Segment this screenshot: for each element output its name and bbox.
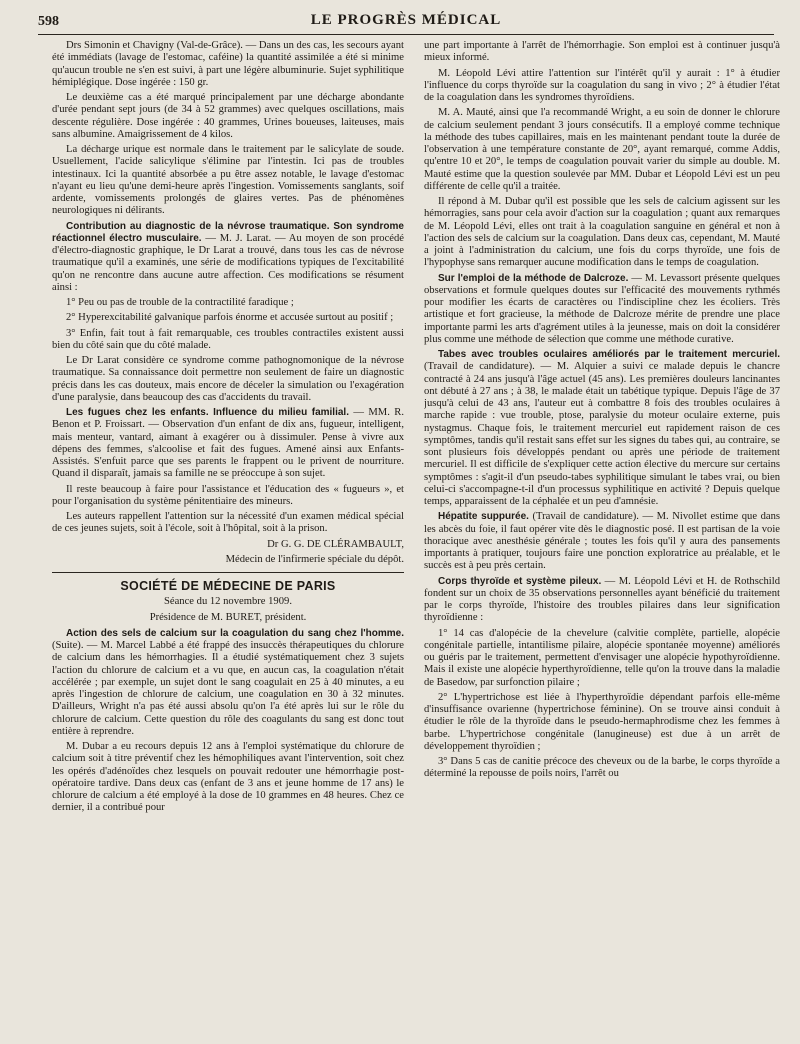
article-title: Contribution au diagnostic de la névrose traumatique. Son syndrome réactionnel électro musculaire. <box>52 220 404 244</box>
article-title: Hépatite suppurée. <box>438 511 529 523</box>
paragraph: Drs Simonin et Chavigny (Val-de-Grâce). — Dans un des cas, les secours ayant été immédiats (lavage de l'estomac, caféine) la quantité assimilée a été si minime qu'aucun trouble ne s'en est suivi, à part une légère albuminurie. Sujet syphilitique hémiplégique. Dose ingérée : 150 gr. <box>52 40 404 88</box>
page-header <box>38 10 774 35</box>
paragraph: Il reste beaucoup à faire pour l'assistance et l'éducation des « fugueurs », et pour l'organisation du système pénitentiaire des mineurs. <box>52 483 404 507</box>
list-item: 3° Enfin, fait tout à fait remarquable, ces troubles contractiles existent aussi bien du côté sain que du côté malade. <box>52 327 404 351</box>
article-thyroide: Corps thyroïde et système pileux. — M. Léopold Lévi et H. de Rothschild fondent sur un choix de 35 observations personnelles ayant bénéficié du traitement par le corps thyroïde, l'histoire des troubles pilaires dans leur signification thyroïdienne : <box>424 575 780 624</box>
section-title: SOCIÉTÉ DE MÉDECINE DE PARIS <box>120 579 336 593</box>
paragraph: M. Léopold Lévi attire l'attention sur l'intérêt qu'il y aurait : 1° à étudier l'influence du corps thyroïde sur la coagulation du sang in vivo ; 2° à étudier l'état de la coagulation dans les syndromes thyroïdiens. <box>424 67 780 103</box>
list-item: 2° Hyperexcitabilité galvanique parfois énorme et accusée surtout au positif ; <box>66 312 394 324</box>
article-title: Les fugues chez les enfants. Influence du milieu familial. <box>66 407 349 418</box>
session-date: Séance du 12 novembre 1909. <box>164 596 292 608</box>
presidency: Présidence de M. BURET, président. <box>149 611 307 623</box>
paragraph: Les auteurs rappellent l'attention sur la nécessité d'un examen médical spécial de ces jeunes sujets, soit à l'école, soit à l'hôpital, soit à la prison. <box>52 511 404 535</box>
paragraph: M. A. Mauté, ainsi que l'a recommandé Wright, a eu soin de donner le chlorure de calcium seulement pendant 3 jours consécutifs. Il a employé comme technique la méthode des tubes capillaires, mais en les maintenant pendant toute la durée de l'observation à une température constante de 20°, ayant remarqué, comme Addis, qu'entre 10 et 20°, le temps de coagulation pouvait varier du simple au double. M. Mauté estime que la question soulevée par MM. Dubar et Léopold Lévi est un peu différente de celle qu'il a traitée. <box>424 107 780 192</box>
article-larat: Contribution au diagnostic de la névrose traumatique. Son syndrome réactionnel électro musculaire. — M. J. Larat. — Au moyen de son procédé d'électro-diagnostic graphique, le Dr Larat a trouvé, dans tous les cas de névrose traumatique qu'il a examinés, une série de modifications typiques de l'excitabilité qu'on ne rencontre dans aucune autre affection. Ces modifications se résument ainsi : <box>52 220 404 293</box>
left-column <box>52 40 404 1038</box>
article-title: Corps thyroïde et système pileux. <box>438 575 602 587</box>
paragraph: Le deuxième cas a été marqué principalement par une décharge abondante d'urée pendant sept jours (de 34 à 52 grammes) avec quelques oscillations, mais descente régulière. Dose ingérée : 40 grammes, Urines boueuses, laiteuses, mais sans albumine. Amaigrissement de 4 kilos. <box>52 92 404 140</box>
paragraph: Le Dr Larat considère ce syndrome comme pathognomonique de la névrose traumatique. Sa connaissance doit permettre non seulement de faire un diagnostic précis dans les cas douteux, mais encore de déceler la simulation ou l'exagération d'une paralysie, dans beaucoup des cas d'accidents du travail. <box>52 355 404 403</box>
paragraph: une part importante à l'arrêt de l'hémorrhagie. Son emploi est à continuer jusqu'à mieux informé. <box>424 40 780 64</box>
divider <box>52 572 404 573</box>
list-item: 3° Dans 5 cas de canitie précoce des cheveux ou de la barbe, le corps thyroïde a déterminé la repousse de poils noirs, l'arrêt ou <box>424 756 780 780</box>
article-dalcroze: Sur l'emploi de la méthode de Dalcroze. — M. Levassort présente quelques observations et formule quelques doutes sur l'efficacité des mouvements rythmés pour modifier les écarts de caractères ou l'indiscipline chez les écoliers. Très artistique et fort gracieuse, la méthode de Dalcroze mérite de prendre une place importante parmi les arts d'agrément utiles à la jeunesse, mais on doit la considérer plus comme une méthode de sélection que comme une méthode curative. <box>424 272 780 345</box>
paragraph: Il répond à M. Dubar qu'il est possible que les sels de calcium agissent sur les hémorragies, sans pour cela avoir d'action sur la coagulation ; quant aux remarques de M. Léopold Lévi, elles ont trait à la coagulation sanguine en général et non à l'action des sels de calcium sur la coagulation. Dans deux cas, cependant, M. Mauté a joint à l'administration du calcium, une fois du corps thyroïde, une fois de l'hypophyse sans remarquer aucune modification dans le temps de coagulation. <box>424 196 780 269</box>
article-hepatite: Hépatite suppurée. (Travail de candidature). — M. Nivollet estime que dans les abcès du foie, il faut opérer vite dès le diagnostic posé. Il est partisan de la voie thoracique avec anesthésie générale ; toutes les fois qu'il y aura des pansements importants à pratiquer, toujours faire une ponction exploratrice au préalable, et le succès est à peu près certain. <box>424 511 780 572</box>
article-tabes: Tabes avec troubles oculaires améliorés par le traitement mercuriel. (Travail de candidature). — M. Alquier a suivi ce malade depuis le chancre contracté à 24 ans jusqu'à l'âge actuel (45 ans). Les premières douleurs lancinantes ont débuté à 27 ans ; à 38, le malade était un tabétique typique. Depuis l'âge de 37 jusqu'à celui de 43 ans, l'auteur eut à combattre 8 fois des troubles oculaires à marche rapide : vue trouble, ptose, paralysie du moteur oculaire externe, puis nystagmus. Chaque fois, le traitement mercuriel eut rapidement raison de ces symptômes, tandis qu'il restait sans effet sur les signes du tabes qui, au contraire, se sont plusieurs fois développés pendant ou après une période de traitement mercuriel. Il est difficile de s'expliquer cette action élective du mercure sur certains symptômes : s'agit-il d'un pseudo-tabes syphilitique simulant le tabes vrai, ou bien celui-ci s'accompagne-t-il d'un processus syphilitique en activité ? Depuis quelque temps, apparaissent de la céphalée et un peu d'amnésie. <box>424 349 780 507</box>
signature-role: Médecin de l'infirmerie spéciale du dépôt. <box>225 553 404 565</box>
journal-title: LE PROGRÈS MÉDICAL <box>310 12 502 28</box>
paragraph: La décharge urique est normale dans le traitement par le salicylate de soude. Usuellement, l'acide salicylique s'élimine par l'intestin. Ici pas de troubles intestinaux. Ici la quantité absorbée a pu être assez notable, le lavage d'estomac n'ayant eu lieu qu'une demi-heure après l'ingestion. Vomissements sanglants, soif ardente, vomissements prolongés de glaires vertes. Pas de phénomènes neurologiques ni délirants. <box>52 144 404 217</box>
paragraph: M. Dubar a eu recours depuis 12 ans à l'emploi systématique du chlorure de calcium soit à titre préventif chez les hémophiliques avant l'intervention, soit chez les opérés d'adénoïdes chez lesquels on pouvait redouter une hémorrhagie post-opératoire tardive. Dans deux cas (enfant de 3 ans et jeune homme de 17 ans) le chlorure de calcium a été employé à la dose de 10 grammes en 48 heures. Chez ce dernier, il a contribué pour <box>52 741 404 814</box>
article-title: Sur l'emploi de la méthode de Dalcroze. <box>438 272 629 284</box>
article-fugues: Les fugues chez les enfants. Influence du milieu familial. — MM. R. Benon et P. Froissart. — Observation d'un enfant de dix ans, fugueur, intelligent, mais menteur, vantard, aimant à exagérer ou à dissimuler. Pense à vivre aux dépens des femmes, s'alcoolise et fait des fugues. Amené ainsi aux Enfants-Assistés. S'enfuit parce que ses parents le frappent ou le privent de nourriture. Quand il disparaît, jamais sa famille ne se préoccupe à son sujet. <box>52 407 404 480</box>
list-item: 2° L'hypertrichose est liée à l'hyperthyroïdie dépendant parfois elle-même d'insuffisance ovarienne (hypertrichose féminine). On se trouve ainsi conduit à étudier le rôle de la thyroïde dans le pseudo-hermaphrodisme chez les femmes à barbe. L'hypertrichose congénitale (lanugineuse) est due à un arrêt de développement thyroïdien ; <box>424 691 780 752</box>
list-item: 1° Peu ou pas de trouble de la contractilité faradique ; <box>66 297 294 308</box>
signature: Dr G. G. DE CLÉRAMBAULT, <box>267 538 404 550</box>
right-column <box>424 40 780 1038</box>
article-title: Action des sels de calcium sur la coagulation du sang chez l'homme. <box>66 627 404 639</box>
article-calcium: Action des sels de calcium sur la coagulation du sang chez l'homme. (Suite). — M. Marcel Labbé a été frappé des insuccès thérapeutiques du chlorure de calcium dans les hémorrhagies. Il a étudié systématiquement chez 3 sujets l'action du chlorure de calcium et a vu que, en aucun cas, la coagulation n'était accélérée ; par exemple, un sujet dont le sang coagulait en 25 à 40 minutes, a eu après l'ingestion de chlorure de calcium, une coagulation en 30 à 32 minutes. D'ailleurs, Wright n'a pas été aussi absolu qu'on l'a été après lui sur le rôle du chlorure de calcium. Cette question du rôle des coagulants du sang est donc tout entière à reprendre. <box>52 627 404 737</box>
list-item: 1° 14 cas d'alopécie de la chevelure (calvitie complète, partielle, alopécie congénitale partielle, intantilisme pilaire, alopécie spontanée moyenne) améliorés ou guéris par le traitement, permettent d'envisager une alopécie hypothyroïdienne. Mais il existe une alopécie hyperthyroïdienne, telle qu'on la trouve dans la maladie de Basedow, par surfonction pilaire ; <box>424 627 780 688</box>
page-number: 598 <box>38 14 59 29</box>
article-title: Tabes avec troubles oculaires améliorés par le traitement mercuriel. <box>438 349 780 360</box>
